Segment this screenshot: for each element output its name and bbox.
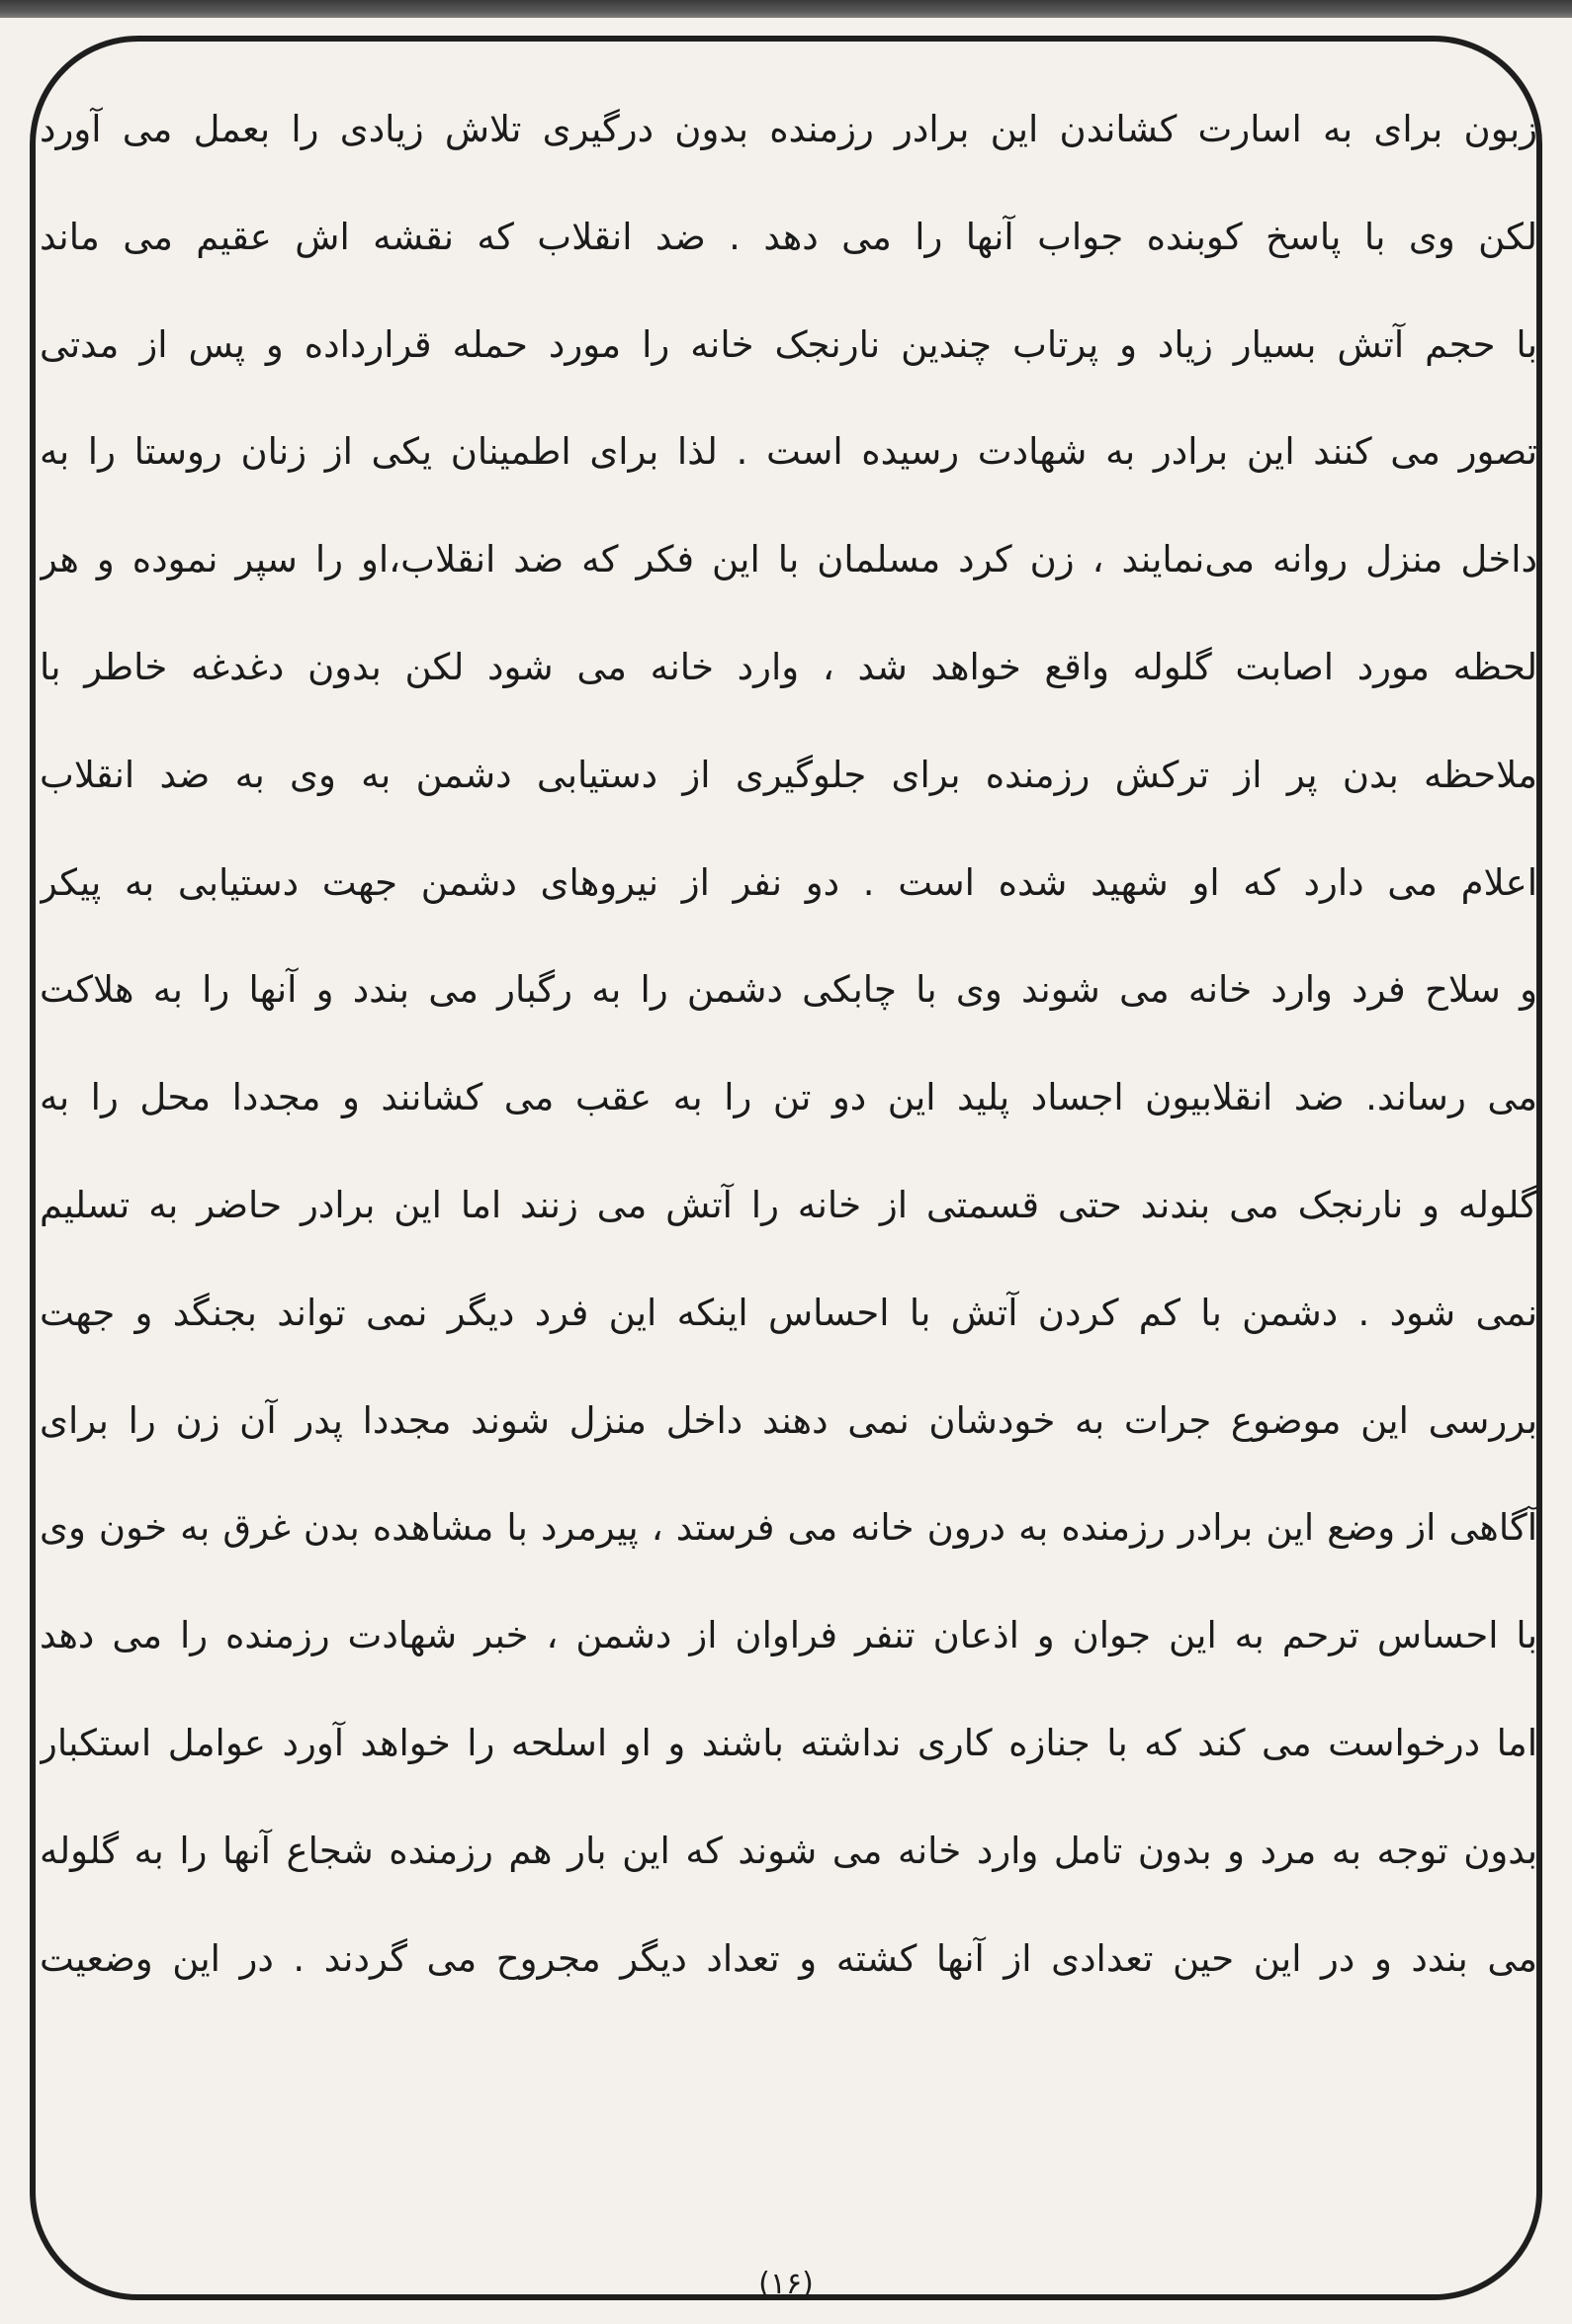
text-line: لحظه مورد اصابت گلوله واقع خواهد شد ، وارد خانه می شود لکن بدون دغدغه خاطر با (40, 645, 1537, 688)
text-line: با حجم آتش بسیار زیاد و پرتاب چندین نارنجک خانه را مورد حمله قرارداده و پس از مدتی (40, 322, 1537, 366)
text-line: زبون برای به اسارت کشاندن این برادر رزمنده بدون درگیری تلاش زیادی را بعمل می آورد (40, 108, 1537, 150)
text-line: نمی شود . دشمن با کم کردن آتش با احساس اینکه این فرد دیگر نمی تواند بجنگد و جهت (40, 1291, 1537, 1334)
document-body (40, 104, 1537, 2190)
text-line: داخل منزل روانه می‌نمایند ، زن کرد مسلمان با این فکر که ضد انقلاب،او را سپر نموده و هر (40, 538, 1537, 581)
text-line: اعلام می دارد که او شهید شده است . دو نفر از نیروهای دشمن جهت دستیابی به پیکر (40, 860, 1537, 904)
text-line: بررسی این موضوع جرات به خودشان نمی دهند داخل منزل شوند مجددا پدر آن زن را برای (40, 1398, 1537, 1442)
text-line: ملاحظه بدن پر از ترکش رزمنده برای جلوگیری از دستیابی دشمن به وی به ضد انقلاب (40, 753, 1537, 796)
text-line: می رساند. ضد انقلابیون اجساد پلید این دو تن را به عقب می کشانند و مجددا محل را به (40, 1076, 1537, 1119)
text-line: آگاهی از وضع این برادر رزمنده به درون خانه می فرستد ، پیرمرد با مشاهده بدن غرق به خون وی (40, 1506, 1537, 1550)
text-line: اما درخواست می کند که با جنازه کاری نداشته باشند و او اسلحه را خواهد آورد عوامل استکبار (40, 1721, 1537, 1764)
page-number: (۱۶) (758, 2267, 814, 2301)
text-line: می بندد و در این حین تعدادی از آنها کشته و تعداد دیگر مجروح می گردند . در این وضعیت (40, 1936, 1537, 1980)
text-line: بدون توجه به مرد و بدون تامل وارد خانه می شوند که این بار هم رزمنده شجاع آنها را به گلوله (40, 1829, 1537, 1872)
text-line: و سلاح فرد وارد خانه می شوند وی با چابکی دشمن را به رگبار می بندد و آنها را به هلاکت (40, 968, 1537, 1012)
text-line: با احساس ترحم به این جوان و اذعان تنفر فراوان از دشمن ، خبر شهادت رزمنده را می دهد (40, 1614, 1537, 1657)
text-line: گلوله و نارنجک می بندند حتی قسمتی از خانه را آتش می زنند اما این برادر حاضر به تسلیم (40, 1183, 1537, 1226)
text-line: تصور می کنند این برادر به شهادت رسیده است . لذا برای اطمینان یکی از زنان روستا را به (40, 430, 1537, 474)
text-line: لکن وی با پاسخ کوبنده جواب آنها را می دهد . ضد انقلاب که نقشه اش عقیم می ماند (40, 215, 1537, 258)
